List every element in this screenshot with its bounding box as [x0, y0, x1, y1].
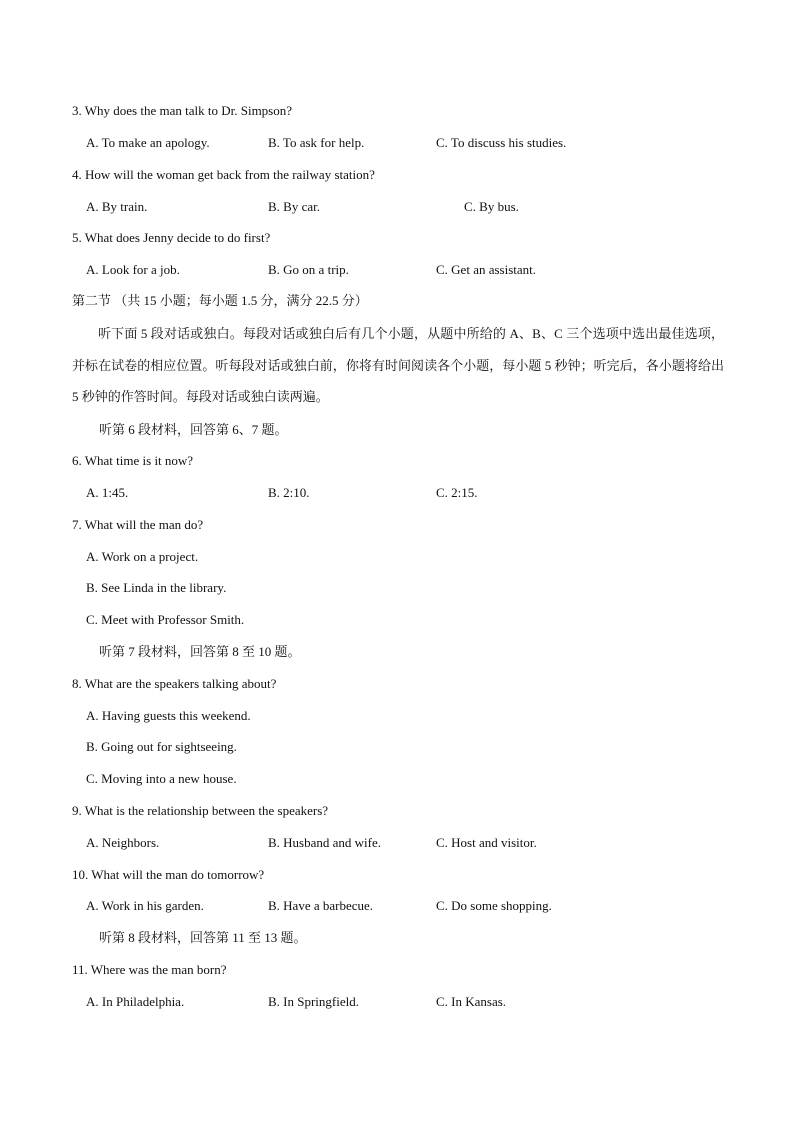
question-6-option-c[interactable]: C. 2:15.	[436, 485, 478, 500]
question-10-option-c[interactable]: C. Do some shopping.	[436, 898, 552, 913]
question-5-option-a[interactable]: A. Look for a job.	[86, 262, 180, 277]
material-6-instruction: 听第 6 段材料，回答第 6、7 题。	[99, 422, 288, 437]
material-7-instruction: 听第 7 段材料，回答第 8 至 10 题。	[99, 644, 301, 659]
section-2-instructions: 听下面 5 段对话或独白。每段对话或独白后有几个小题，从题中所给的 A、B、C 三个选项中选出最佳选项，并标在试卷的相应位置。听每段对话或独白前，你将有时间阅读各个小题，每小题 5 秒钟；听完后，各小题将给出 5 秒钟的作答时间。每段对话或独白读两遍。	[72, 326, 724, 404]
question-9-stem: 9. What is the relationship between the speakers?	[72, 803, 329, 818]
material-8-instruction: 听第 8 段材料，回答第 11 至 13 题。	[99, 930, 307, 945]
question-11-option-c[interactable]: C. In Kansas.	[436, 994, 507, 1009]
question-8-stem: 8. What are the speakers talking about?	[72, 676, 277, 691]
question-5-option-c[interactable]: C. Get an assistant.	[436, 262, 537, 277]
question-6-option-a[interactable]: A. 1:45.	[86, 485, 129, 500]
question-6-option-b[interactable]: B. 2:10.	[268, 485, 310, 500]
question-3-option-a[interactable]: A. To make an apology.	[86, 135, 210, 150]
question-3-option-b[interactable]: B. To ask for help.	[268, 135, 365, 150]
question-4-option-c[interactable]: C. By bus.	[464, 199, 519, 214]
question-8-option-b[interactable]: B. Going out for sightseeing.	[86, 739, 237, 754]
question-7-option-c[interactable]: C. Meet with Professor Smith.	[86, 612, 245, 627]
question-9-option-c[interactable]: C. Host and visitor.	[436, 835, 537, 850]
question-7-option-b[interactable]: B. See Linda in the library.	[86, 580, 227, 595]
question-11-stem: 11. Where was the man born?	[72, 962, 227, 977]
question-5-stem: 5. What does Jenny decide to do first?	[72, 230, 271, 245]
question-8-option-a[interactable]: A. Having guests this weekend.	[86, 708, 251, 723]
question-9-option-b[interactable]: B. Husband and wife.	[268, 835, 382, 850]
question-10-option-a[interactable]: A. Work in his garden.	[86, 898, 204, 913]
question-4-stem: 4. How will the woman get back from the railway station?	[72, 167, 375, 182]
question-4-option-b[interactable]: B. By car.	[268, 199, 320, 214]
question-10-stem: 10. What will the man do tomorrow?	[72, 867, 265, 882]
question-4-option-a[interactable]: A. By train.	[86, 199, 148, 214]
section-2-heading: 第二节 （共 15 小题；每小题 1.5 分，满分 22.5 分）	[72, 293, 368, 308]
question-9-option-a[interactable]: A. Neighbors.	[86, 835, 160, 850]
question-3-option-c[interactable]: C. To discuss his studies.	[436, 135, 567, 150]
question-7-stem: 7. What will the man do?	[72, 517, 204, 532]
question-5-option-b[interactable]: B. Go on a trip.	[268, 262, 349, 277]
question-3-stem: 3. Why does the man talk to Dr. Simpson?	[72, 103, 293, 118]
question-10-option-b[interactable]: B. Have a barbecue.	[268, 898, 374, 913]
question-8-option-c[interactable]: C. Moving into a new house.	[86, 771, 237, 786]
question-7-option-a[interactable]: A. Work on a project.	[86, 549, 199, 564]
question-6-stem: 6. What time is it now?	[72, 453, 194, 468]
question-11-option-b[interactable]: B. In Springfield.	[268, 994, 359, 1009]
question-11-option-a[interactable]: A. In Philadelphia.	[86, 994, 185, 1009]
